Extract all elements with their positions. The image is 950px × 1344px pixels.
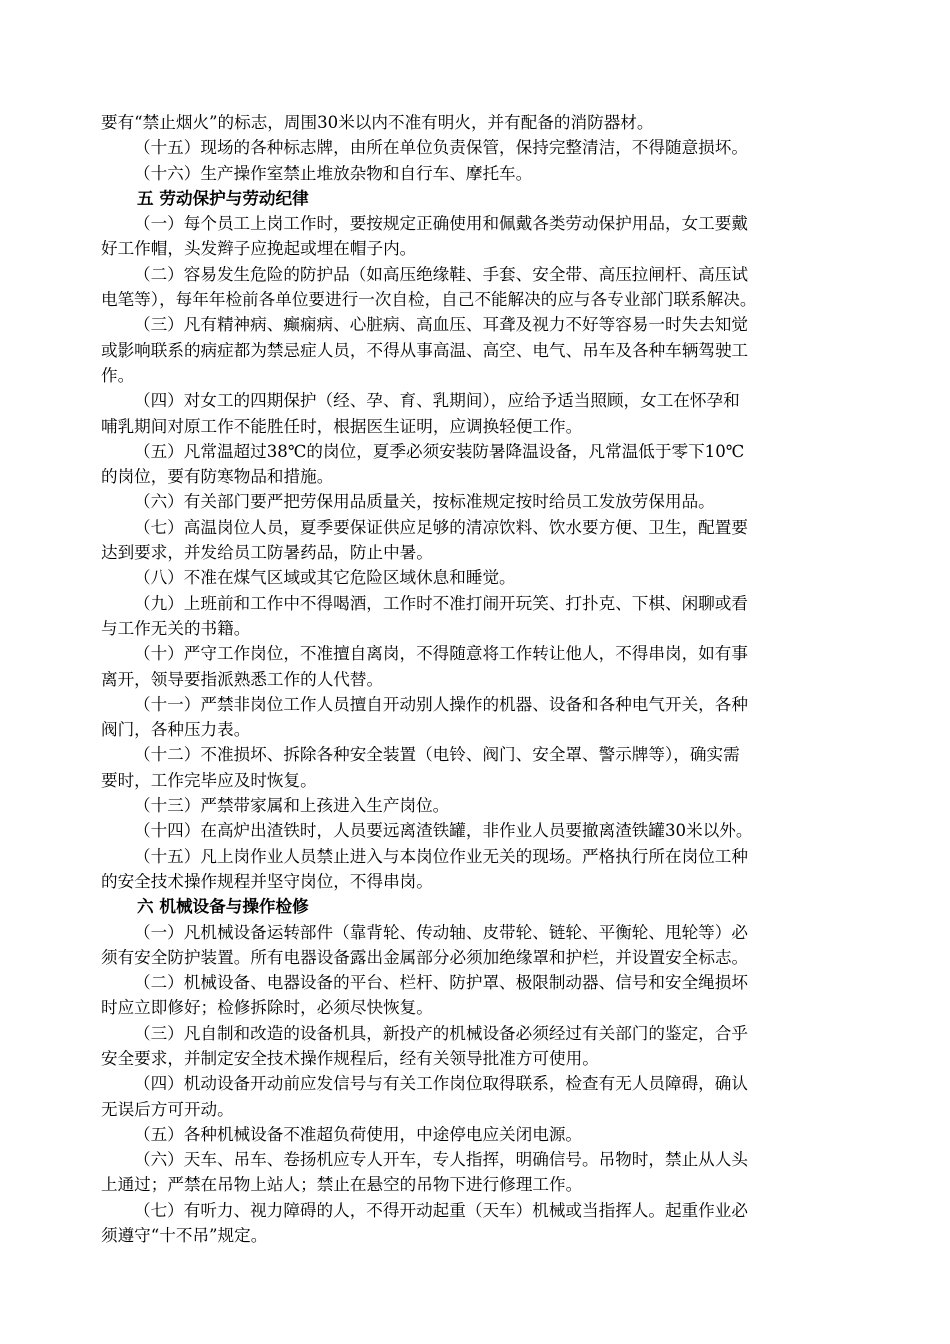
paragraph-first-line: （九）上班前和工作中不得喝酒，工作时不准打闹开玩笑、打扑克、下棋、闲聊或看	[134, 593, 748, 613]
paragraph-continuation-line: 安全要求，并制定安全技术操作规程后，经有关领导批准方可使用。	[101, 1048, 599, 1068]
paragraph-continuation-line: 须遵守“十不吊”规定。	[101, 1226, 268, 1246]
paragraph-first-line: （二）机械设备、电器设备的平台、栏杆、防护罩、极限制动器、信号和安全绳损坏	[134, 973, 748, 993]
paragraph-first-line: （三）凡有精神病、癫痫病、心脏病、高血压、耳聋及视力不好等容易一时失去知觉	[134, 315, 748, 335]
paragraph-continuation-line: 要有“禁止烟火”的标志，周围30米以内不准有明火，并有配备的消防器材。	[101, 113, 654, 132]
paragraph-continuation-line: 哺乳期间对原工作不能胜任时，根据医生证明，应调换轻便工作。	[101, 416, 583, 436]
paragraph-first-line: （五）各种机械设备不准超负荷使用，中途停电应关闭电源。	[134, 1124, 583, 1144]
paragraph-first-line: （四）机动设备开动前应发信号与有关工作岗位取得联系，检查有无人员障碍，确认	[134, 1074, 748, 1094]
paragraph-first-line: （六）有关部门要严把劳保用品质量关，按标准规定按时给员工发放劳保用品。	[134, 492, 715, 512]
paragraph-first-line: （五）凡常温超过38℃的岗位，夏季必须安装防暑降温设备，凡常温低于零下10℃	[134, 441, 745, 461]
paragraph-continuation-line: 或影响联系的病症都为禁忌症人员，不得从事高温、高空、电气、吊车及各种车辆驾驶工	[101, 340, 749, 360]
paragraph-continuation-line: 时应立即修好；检修拆除时，必须尽快恢复。	[101, 998, 433, 1018]
section-heading: 六 机械设备与操作检修	[137, 896, 309, 917]
paragraph-continuation-line: 好工作帽，头发辫子应挽起或埋在帽子内。	[101, 239, 417, 259]
paragraph-continuation-line: 须有安全防护装置。所有电器设备露出金属部分必须加绝缘罩和护栏，并设置安全标志。	[101, 947, 749, 967]
paragraph-first-line: （十五）凡上岗作业人员禁止进入与本岗位作业无关的现场。严格执行所在岗位工种	[134, 846, 748, 866]
paragraph-continuation-line: 作。	[101, 365, 135, 385]
paragraph-first-line: （七）有听力、视力障碍的人，不得开动起重（天车）机械或当指挥人。起重作业必	[134, 1200, 748, 1220]
paragraph-first-line: （八）不准在煤气区域或其它危险区域休息和睡觉。	[134, 568, 516, 588]
paragraph-first-line: （七）高温岗位人员，夏季要保证供应足够的清凉饮料、饮水要方便、卫生，配置要	[134, 517, 748, 537]
paragraph-first-line: （十）严守工作岗位，不准擅自离岗，不得随意将工作转让他人，不得串岗，如有事	[134, 644, 748, 664]
paragraph-first-line: （三）凡自制和改造的设备机具，新投产的机械设备必须经过有关部门的鉴定，合乎	[134, 1023, 748, 1043]
paragraph-continuation-line: 离开，领导要指派熟悉工作的人代替。	[101, 669, 384, 689]
paragraph-first-line: （十六）生产操作室禁止堆放杂物和自行车、摩托车。	[134, 163, 533, 183]
document-page	[101, 110, 849, 1248]
section-heading: 五 劳动保护与劳动纪律	[137, 187, 309, 208]
paragraph-first-line: （十五）现场的各种标志牌，由所在单位负责保管，保持完整清洁，不得随意损坏。	[134, 138, 748, 158]
paragraph-continuation-line: 达到要求，并发给员工防暑药品，防止中暑。	[101, 543, 433, 563]
paragraph-first-line: （四）对女工的四期保护（经、孕、育、乳期间），应给予适当照顾，女工在怀孕和	[134, 391, 740, 411]
paragraph-continuation-line: 与工作无关的书籍。	[101, 618, 251, 638]
paragraph-first-line: （十四）在高炉出渣铁时，人员要远离渣铁罐，非作业人员要撤离渣铁罐30米以外。	[134, 821, 753, 841]
paragraph-continuation-line: 的安全技术操作规程并坚守岗位，不得串岗。	[101, 871, 433, 891]
paragraph-continuation-line: 电笔等），每年年检前各单位要进行一次自检，自己不能解决的应与各专业部门联系解决。	[101, 290, 757, 310]
paragraph-first-line: （六）天车、吊车、卷扬机应专人开车，专人指挥，明确信号。吊物时，禁止从人头	[134, 1150, 748, 1170]
paragraph-first-line: （十一）严禁非岗位工作人员擅自开动别人操作的机器、设备和各种电气开关，各种	[134, 694, 748, 714]
paragraph-continuation-line: 要时，工作完毕应及时恢复。	[101, 770, 317, 790]
paragraph-first-line: （十三）严禁带家属和上孩进入生产岗位。	[134, 796, 450, 816]
paragraph-continuation-line: 无误后方可开动。	[101, 1099, 234, 1119]
paragraph-continuation-line: 的岗位，要有防寒物品和措施。	[101, 467, 334, 487]
paragraph-first-line: （一）凡机械设备运转部件（靠背轮、传动轴、皮带轮、链轮、平衡轮、甩轮等）必	[134, 922, 748, 942]
paragraph-continuation-line: 阀门，各种压力表。	[101, 720, 251, 740]
paragraph-first-line: （一）每个员工上岗工作时，要按规定正确使用和佩戴各类劳动保护用品，女工要戴	[134, 214, 748, 234]
paragraph-first-line: （十二）不准损坏、拆除各种安全装置（电铃、阀门、安全罩、警示牌等），确实需	[134, 745, 740, 765]
paragraph-continuation-line: 上通过；严禁在吊物上站人；禁止在悬空的吊物下进行修理工作。	[101, 1175, 583, 1195]
paragraph-first-line: （二）容易发生危险的防护品（如高压绝缘鞋、手套、安全带、高压拉闸杆、高压试	[134, 264, 748, 284]
